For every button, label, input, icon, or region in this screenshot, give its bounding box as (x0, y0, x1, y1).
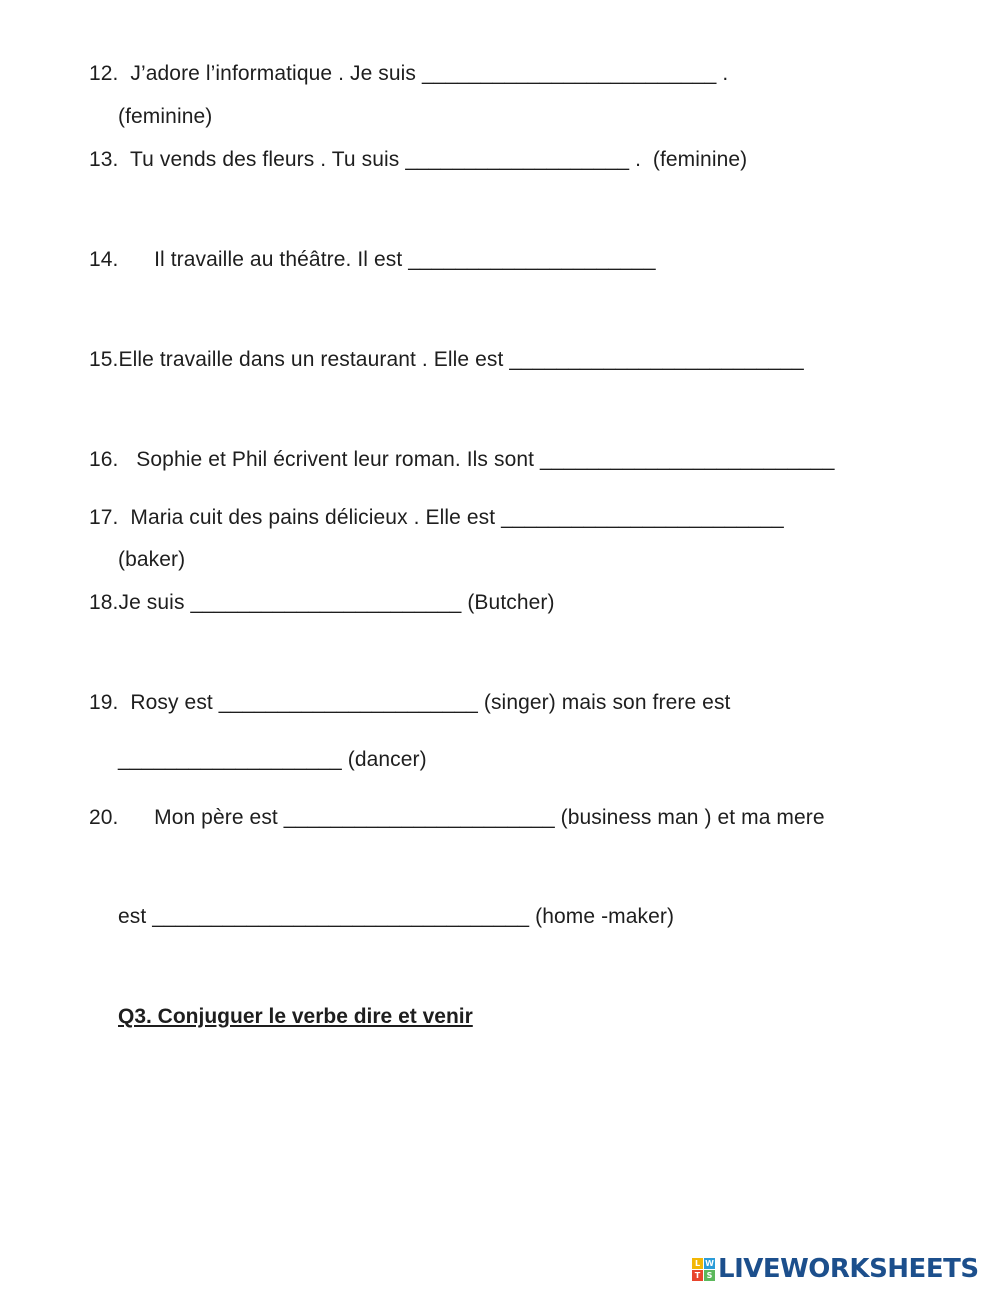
logo-tile: W (705, 1258, 714, 1268)
question-16: 16. Sophie et Phil écrivent leur roman. Ils sont _________________________ (89, 448, 835, 471)
logo-tile: T (692, 1270, 703, 1281)
liveworksheets-logo[interactable] (692, 1254, 979, 1284)
brand-name: LIVEWORKSHEETS (718, 1254, 979, 1284)
question-20-line-1: 20. Mon père est _______________________ (business man ) et ma mere (89, 806, 825, 829)
logo-tile: S (704, 1270, 715, 1281)
logo-grid-icon (692, 1258, 715, 1281)
question-15: 15.Elle travaille dans un restaurant . Elle est _________________________ (89, 348, 804, 371)
question-20-line-2: est ________________________________ (home -maker) (118, 905, 675, 928)
question-13: 13. Tu vends des fleurs . Tu suis ___________________ . (feminine) (89, 148, 748, 171)
question-12-line-2: (feminine) (118, 105, 213, 128)
question-14: 14. Il travaille au théâtre. Il est _____________________ (89, 248, 656, 271)
question-19-line-1: 19. Rosy est ______________________ (singer) mais son frere est (89, 691, 731, 714)
question-17-line-1: 17. Maria cuit des pains délicieux . Elle est ________________________ (89, 506, 784, 529)
question-17-line-2: (baker) (118, 548, 186, 571)
question-18: 18.Je suis _______________________ (Butcher) (89, 591, 555, 614)
question-19-line-2: ___________________ (dancer) (118, 748, 427, 771)
question-12-line-1: 12. J’adore l’informatique . Je suis _________________________ . (89, 62, 729, 85)
section-heading-q3: Q3. Conjuguer le verbe dire et venir (118, 1005, 473, 1028)
logo-tile: L (692, 1258, 703, 1269)
